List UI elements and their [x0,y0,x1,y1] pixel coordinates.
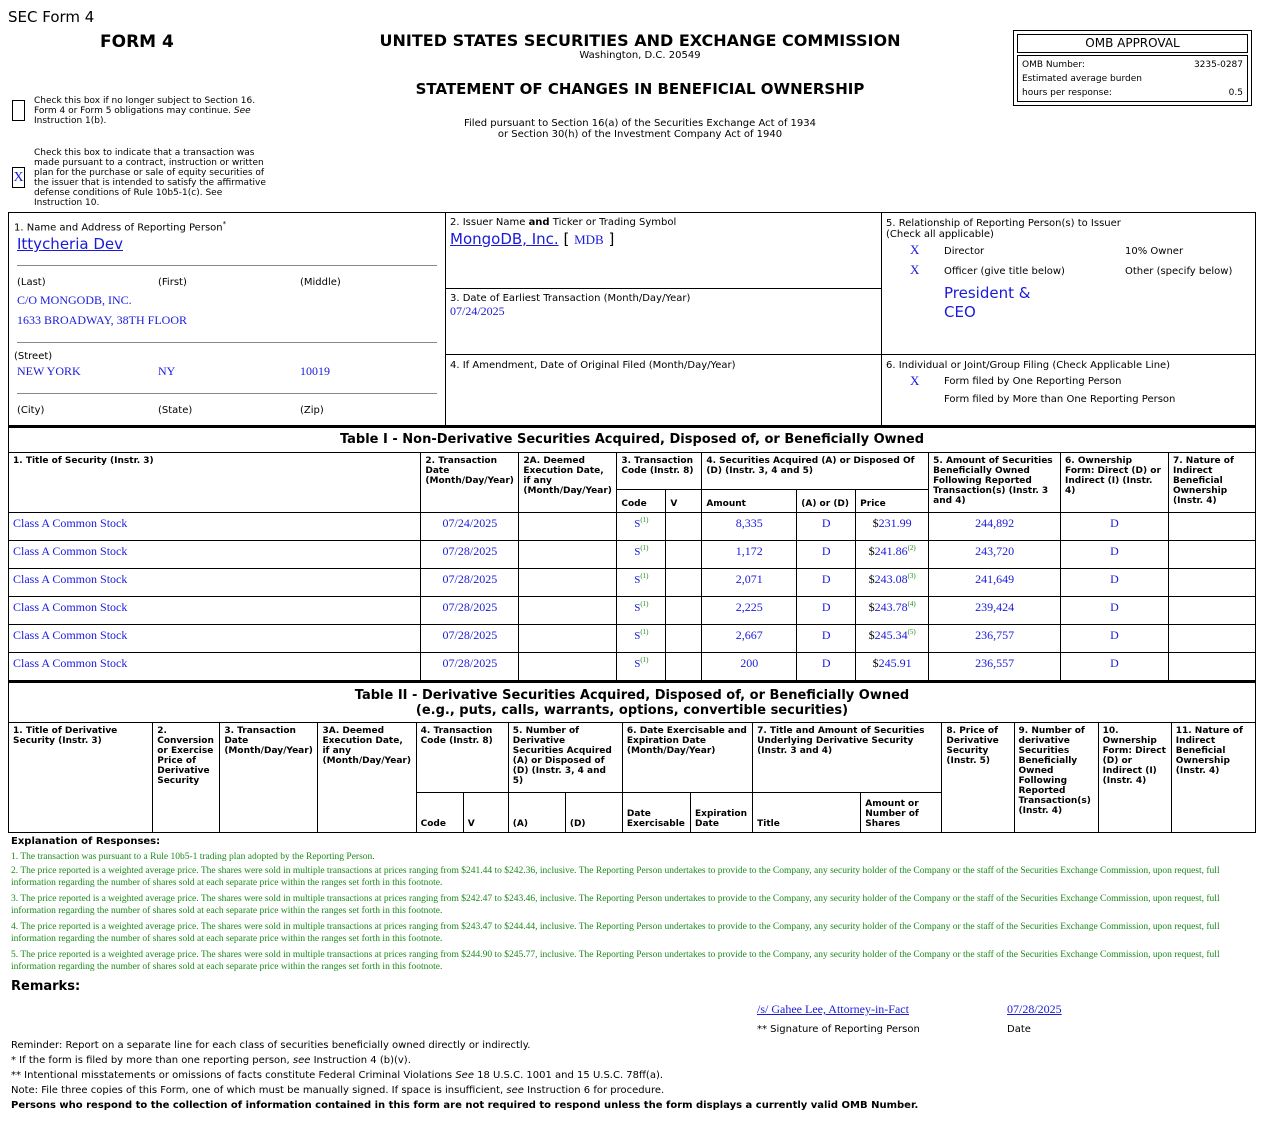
amount-owned: 244,892 [929,513,1061,541]
security-title: Class A Common Stock [9,569,421,597]
ownership-form: D [1061,513,1169,541]
footer: Reminder: Report on a separate line for each class of securities beneficially owned directly or indirectly. * If the form is filed by more than one reporting person, see Instruction 4 (b)(v). ** Intentional misstatements or omissions of facts constitute Federal Criminal Violations See 18 U.S.C. 1001 and 15 U.S.C. 78ff(a). Note: File three copies of this Form, one of which must be manually signed. If space is insufficient, see Instruction 6 for procedure. Persons who respond to the collection of information contained in this form are not required to respond unless the form displays a currently valid OMB Number. [11,1040,919,1111]
filing-type-box: 6. Individual or Joint/Group Filing (Check Applicable Line) X Form filed by One Reporting Person Form filed by More than One Reporting Person [881,354,1256,426]
nature-indirect [1168,541,1255,569]
officer-title-2: CEO [944,303,976,321]
table1-title: Table I - Non-Derivative Securities Acquired, Disposed of, or Beneficially Owned [8,426,1256,453]
statement-title: STATEMENT OF CHANGES IN BENEFICIAL OWNERSHIP [415,80,865,98]
table-row [9,653,1256,681]
one-person-x: X [910,373,920,388]
price: $243.08$^{(3)}$ [856,569,929,597]
section16-text: Check this box if no longer subject to Section 16. Form 4 or Form 5 obligations may continue. See Instruction 1(b). [34,96,256,126]
reporting-person-box: 1. Name and Address of Reporting Person* Ittycheria Dev (Last) (First) (Middle) C/O MONGODB, INC. 1633 BROADWAY, 38TH FLOOR (Street) NEW YORK NY 10019 (City) (State) (Zip) [8,212,446,426]
omb-burden-label-1: Estimated average burden [1022,74,1142,84]
transaction-code: S$^{(1)}$ [617,541,666,569]
table-row [9,513,1256,541]
city: NEW YORK [17,364,81,378]
director-x: X [910,242,920,257]
security-title: Class A Common Stock [9,513,421,541]
filed-pursuant-1: Filed pursuant to Section 16(a) of the Securities Exchange Act of 1934 [464,118,816,129]
earliest-transaction-box: 3. Date of Earliest Transaction (Month/Day/Year) 07/24/2025 [445,288,882,355]
signature-date-link[interactable]: 07/28/2025 [1007,1002,1062,1016]
date-label: Date [1007,1024,1031,1035]
explanation-notes: 1. The transaction was pursuant to a Rule 10b5-1 trading plan adopted by the Reporting Person. 2. The price reported is a weighted average price. The shares were sold in multiple transactions at prices ranging from $241.44 to $242.36, inclusive. The Reporting Person undertakes to provide to the Company, any security holder of the Company or the staff of the Securities Exchange Commission, upon request, full information regarding the number of shares sold at each separate price within the ranges set forth in this footnote. 3. The price reported is a weighted average price. The shares were sold in multiple transactions at prices ranging from $242.47 to $243.46, inclusive. The Reporting Person undertakes to provide to the Company, any security holder of the Company or the staff of the Securities Exchange Commission, upon request, full information regarding the number of shares sold at each separate price within the ranges set forth in this footnote. 4. The price reported is a weighted average price. The shares were sold in multiple transactions at prices ranging from $243.47 to $244.44, inclusive. The Reporting Person undertakes to provide to the Company, any security holder of the Company or the staff of the Securities Exchange Commission, upon request, full information regarding the number of shares sold at each separate price within the ranges set forth in this footnote. 5. The price reported is a weighted average price. The shares were sold in multiple transactions at prices ranging from $244.90 to $245.77, inclusive. The Reporting Person undertakes to provide to the Company, any security holder of the Company or the staff of the Securities Exchange Commission, upon request, full information regarding the number of shares sold at each separate price within the ranges set forth in this footnote. [11,852,1220,972]
v-column [666,597,702,625]
amount-owned: 239,424 [929,597,1061,625]
rule10b5-checkbox[interactable]: X [12,167,25,188]
amount: 200 [702,653,797,681]
transaction-code: S$^{(1)}$ [617,653,666,681]
explanation-label: Explanation of Responses: [11,836,161,847]
transaction-code: S$^{(1)}$ [617,513,666,541]
rule10b5-text: Check this box to indicate that a transaction was made pursuant to a contract, instruction or written plan for the purchase or sale of equity securities of the issuer that is intended to satisfy the affirmative defense conditions of Rule 10b5-1(c). See Instruction 10. [34,148,266,208]
security-title: Class A Common Stock [9,625,421,653]
address-line-2: 1633 BROADWAY, 38TH FLOOR [17,313,188,327]
transaction-date: 07/24/2025 [421,513,519,541]
price: $241.86$^{(2)}$ [856,541,929,569]
table-row [9,625,1256,653]
amount-owned: 236,557 [929,653,1061,681]
omb-title: OMB APPROVAL [1017,34,1248,53]
amount-owned: 236,757 [929,625,1061,653]
transaction-code: S$^{(1)}$ [617,569,666,597]
v-column [666,569,702,597]
earliest-transaction-date: 07/24/2025 [450,304,505,318]
filed-pursuant-2: or Section 30(h) of the Investment Company Act of 1940 [497,129,783,140]
transaction-code: S$^{(1)}$ [617,625,666,653]
address-line-1: C/O MONGODB, INC. [17,293,132,307]
acquired-disposed: D [797,653,856,681]
reporting-person-name-link[interactable]: Ittycheria Dev [17,235,123,253]
relationship-box: 5. Relationship of Reporting Person(s) to Issuer (Check all applicable) X Director 10% Owner X Officer (give title below) Other (specify below) President & CEO [881,212,1256,355]
amount: 2,667 [702,625,797,653]
v-column [666,625,702,653]
table-row [9,541,1256,569]
amount: 8,335 [702,513,797,541]
deemed-date [519,597,617,625]
signature-label: ** Signature of Reporting Person [757,1024,920,1035]
issuer-link[interactable]: MongoDB, Inc. [450,230,559,248]
transaction-date: 07/28/2025 [421,541,519,569]
ownership-form: D [1061,597,1169,625]
omb-burden: 0.5 [1228,88,1243,98]
transaction-date: 07/28/2025 [421,625,519,653]
ticker: MDB [574,232,604,247]
nature-indirect [1168,513,1255,541]
omb-details [1017,55,1248,102]
amount-owned: 241,649 [929,569,1061,597]
security-title: Class A Common Stock [9,653,421,681]
price: $245.91 [856,653,929,681]
ownership-form: D [1061,569,1169,597]
state: NY [158,364,176,378]
transaction-date: 07/28/2025 [421,597,519,625]
doc-title: SEC Form 4 [8,8,95,26]
omb-burden-label-2: hours per response: [1022,88,1112,98]
table1: 1. Title of Security (Instr. 3) 2. Transaction Date (Month/Day/Year) 2A. Deemed Execution Date, if any (Month/Day/Year) 3. Transaction Code (Instr. 8) 4. Securities Acquired (A) or Disposed Of (D) (Instr. 3, 4 and 5) 5. Amount of Securities Beneficially Owned Following Reported Transaction(s) (Instr. 3 and 4) 6. Ownership Form: Direct (D) or Indirect (I) (Instr. 4) 7. Nature of Indirect Beneficial Ownership (Instr. 4) Code V Amount (A) or (D) Price Class A Common Stock 07/24/2025 S$^{(1)}$ 8,335 D $231.99 244,892 D Class A Common Stock 07/28/2025 S$^{(1)}$ 1,172 D $241.86$^{(2)}$ 243,720 D Class A Common Stock 07/28/2025 S$^{(1)}$ 2,071 D $243.08$^{(3)}$ 241,649 D Class A Common Stock 07/28/2025 S$^{(1)}$ 2,225 D $243.78$^{(4)}$ 239,424 D Class A Common Stock 07/28/2025 S$^{(1)}$ 2,667 D $245.34$^{(5)}$ 236,757 D Class A Common Stock 07/28/2025 S$^{(1)}$ 200 D $245.91 236,557 D [8,452,1256,681]
transaction-date: 07/28/2025 [421,653,519,681]
amendment-box: 4. If Amendment, Date of Original Filed (Month/Day/Year) [445,354,882,426]
nature-indirect [1168,597,1255,625]
deemed-date [519,625,617,653]
security-title: Class A Common Stock [9,541,421,569]
remarks-label: Remarks: [11,979,81,994]
v-column [666,513,702,541]
amount: 2,225 [702,597,797,625]
v-column [666,653,702,681]
price: $243.78$^{(4)}$ [856,597,929,625]
omb-number: 3235-0287 [1193,60,1243,70]
acquired-disposed: D [797,597,856,625]
section16-checkbox[interactable] [12,100,25,121]
acquired-disposed: D [797,541,856,569]
deemed-date [519,513,617,541]
omb-number-label: OMB Number: [1022,60,1085,70]
signature-link[interactable]: /s/ Gahee Lee, Attorney-in-Fact [757,1002,909,1016]
security-title: Class A Common Stock [9,597,421,625]
issuer-box: 2. Issuer Name and Ticker or Trading Symbol MongoDB, Inc. [ MDB ] [445,212,882,289]
omb-approval-box [1013,30,1252,106]
acquired-disposed: D [797,513,856,541]
table-row [9,569,1256,597]
nature-indirect [1168,625,1255,653]
deemed-date [519,569,617,597]
table2: 1. Title of Derivative Security (Instr. 3) 2. Conversion or Exercise Price of Derivative Security 3. Transaction Date (Month/Day/Year) 3A. Deemed Execution Date, if any (Month/Day/Year) 4. Transaction Code (Instr. 8) 5. Number of Derivative Securities Acquired (A) or Disposed of (D) (Instr. 3, 4 and 5) 6. Date Exercisable and Expiration Date (Month/Day/Year) 7. Title and Amount of Securities Underlying Derivative Security (Instr. 3 and 4) 8. Price of Derivative Security (Instr. 5) 9. Number of derivative Securities Beneficially Owned Following Reported Transaction(s) (Instr. 4) 10. Ownership Form: Direct (D) or Indirect (I) (Instr. 4) 11. Nature of Indirect Beneficial Ownership (Instr. 4) Code V (A) (D) Date Exercisable Expiration Date Title Amount or Number of Shares [8,722,1256,833]
v-column [666,541,702,569]
deemed-date [519,653,617,681]
nature-indirect [1168,569,1255,597]
amount-owned: 243,720 [929,541,1061,569]
table-row [9,597,1256,625]
officer-title-1: President & [944,284,1031,302]
transaction-date: 07/28/2025 [421,569,519,597]
table2-title: Table II - Derivative Securities Acquired, Disposed of, or Beneficially Owned (e.g., puts, calls, warrants, options, convertible securities) [8,681,1256,723]
deemed-date [519,541,617,569]
price: $231.99 [856,513,929,541]
form-name: FORM 4 [100,32,174,52]
acquired-disposed: D [797,569,856,597]
zip: 10019 [300,364,330,378]
price: $245.34$^{(5)}$ [856,625,929,653]
agency-name: UNITED STATES SECURITIES AND EXCHANGE COMMISSION [379,31,901,50]
ownership-form: D [1061,653,1169,681]
agency-city: Washington, D.C. 20549 [579,50,701,61]
nature-indirect [1168,653,1255,681]
ownership-form: D [1061,541,1169,569]
transaction-code: S$^{(1)}$ [617,597,666,625]
acquired-disposed: D [797,625,856,653]
amount: 2,071 [702,569,797,597]
amount: 1,172 [702,541,797,569]
officer-x: X [910,262,920,277]
ownership-form: D [1061,625,1169,653]
